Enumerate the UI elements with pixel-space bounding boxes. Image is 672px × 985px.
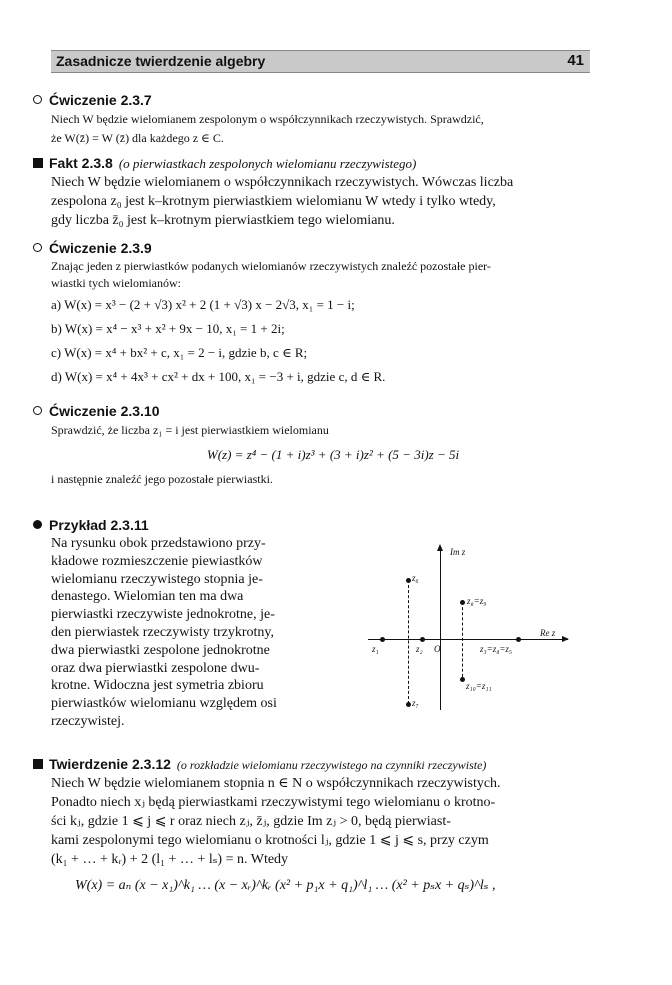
exercise-text-line: wiastki tych wielomianów:: [51, 276, 181, 290]
root-label-z10-z11: z₁₀=z₁₁: [466, 681, 492, 691]
example-text-line: pierwiastków wielomianu względem osi: [51, 696, 277, 712]
fact-title: Fakt 2.3.8: [49, 155, 113, 171]
root-label-z3-z4-z5: z₃=z₄=z₅: [480, 644, 513, 654]
example-text-line: rzeczywistej.: [51, 713, 125, 729]
exercise-formula: W(z) = z⁴ − (1 + i)z³ + (3 + i)z² + (5 − 3i)z − 5i: [206, 447, 460, 462]
imaginary-axis-arrow-icon: [437, 544, 443, 551]
root-z10-z11: [460, 677, 465, 682]
running-header: [51, 50, 590, 73]
fact-square-icon: [33, 158, 43, 168]
complex-plane-figure: [360, 540, 575, 715]
exercise-circle-icon: [33, 406, 42, 415]
theorem-subtitle: (o rozkładzie wielomianu rzeczywistego na czynniki rzeczywiste): [176, 758, 487, 772]
exercise-text-line: Niech W będzie wielomianem zespolonym o współczynnikach rzeczywistych. Sprawdzić,: [51, 112, 484, 126]
example-text-line: dwa pierwiastki zespolone jednokrotne: [51, 642, 270, 658]
real-axis: [368, 639, 568, 640]
example-bullet-icon: [33, 520, 42, 529]
root-z2: [420, 637, 425, 642]
example-2-3-11: [33, 517, 277, 731]
example-text-line: krotne. Widoczna jest symetria zbioru: [51, 678, 264, 694]
exercise-title: Ćwiczenie 2.3.7: [49, 92, 152, 108]
header-title: Zasadnicze twierdzenie algebry: [56, 53, 266, 69]
root-label-z1: z₁: [372, 644, 379, 654]
fact-text-line: gdy liczba z̄₀ jest k–krotnym pierwiastkiem tego wielomianu.: [51, 213, 395, 228]
example-text-line: wielomianu rzeczywistego stopnia je-: [51, 571, 263, 587]
root-label-z8-z9: z₈=z₉: [467, 596, 487, 606]
example-text-line: pierwiastki rzeczywiste jednokrotne, je-: [51, 607, 275, 623]
example-text-line: oraz dwa pierwiastki zespolone dwu-: [51, 660, 260, 676]
root-label-z6: z₆: [412, 573, 419, 583]
theorem-text-line: Ponadto niech xⱼ będą pierwiastkami rzeczywistymi tego wielomianu o krotno-: [51, 795, 496, 810]
fact-text-line: Niech W będzie wielomianem o współczynnikach rzeczywistych. Wówczas liczba: [51, 175, 514, 190]
imaginary-axis: [440, 550, 441, 710]
example-text-line: den pierwiastek rzeczywisty trzykrotny,: [51, 624, 275, 640]
root-z6: [406, 578, 411, 583]
root-z3-z4-z5: [516, 637, 521, 642]
im-axis-label: Im z: [450, 547, 466, 557]
fact-subtitle: (o pierwiastkach zespolonych wielomianu rzeczywistego): [118, 156, 417, 171]
root-label-z7: z₇: [412, 698, 419, 708]
root-label-z2: z₂: [416, 644, 423, 654]
exercise-2-3-9: [33, 240, 491, 389]
root-z7: [406, 702, 411, 707]
exercise-item-d: d) W(x) = x⁴ + 4x³ + cx² + dx + 100, x₁ = −3 + i, gdzie c, d ∈ R.: [51, 369, 386, 384]
theorem-text-line: Niech W będzie wielomianem stopnia n ∈ N o współczynnikach rzeczywistych.: [51, 776, 501, 791]
example-title: Przykład 2.3.11: [49, 517, 149, 533]
theorem-title: Twierdzenie 2.3.12: [49, 756, 171, 772]
exercise-item-b: b) W(x) = x⁴ − x³ + x² + 9x − 10, x₁ = 1 + 2i;: [51, 321, 285, 336]
re-axis-label: Re z: [540, 628, 556, 638]
example-text-line: Na rysunku obok przedstawiono przy-: [51, 536, 266, 551]
root-z1: [380, 637, 385, 642]
theorem-text-line: ści kⱼ, gdzie 1 ⩽ j ⩽ r oraz niech zⱼ, z̄ⱼ, gdzie Im zⱼ > 0, będą pierwiast-: [51, 814, 451, 829]
theorem-square-icon: [33, 759, 43, 769]
exercise-title: Ćwiczenie 2.3.10: [49, 403, 160, 419]
theorem-formula: W(x) = aₙ (x − x₁)^k₁ … (x − xᵣ)^kᵣ (x² + p₁x + q₁)^l₁ … (x² + pₛx + qₛ)^lₛ ,: [75, 878, 496, 893]
example-text-line: kładowe rozmieszczenie piewiastków: [51, 553, 263, 569]
exercise-circle-icon: [33, 95, 42, 104]
example-text-line: denastego. Wielomian ten ma dwa: [51, 589, 244, 605]
theorem-2-3-12: [33, 756, 501, 903]
theorem-text-line: (k₁ + … + kᵣ) + 2 (l₁ + … + lₛ) = n. Wtedy: [51, 852, 289, 867]
exercise-text-line: i następnie znaleźć jego pozostałe pierwiastki.: [51, 472, 273, 486]
exercise-text-line: że W(z̄) = W (z̄) dla każdego z ∈ C.: [51, 131, 224, 145]
exercise-title: Ćwiczenie 2.3.9: [49, 240, 152, 256]
exercise-2-3-7: [33, 92, 484, 148]
fact-2-3-8: [33, 155, 513, 230]
exercise-item-c: c) W(x) = x⁴ + bx² + c, x₁ = 2 − i, gdzie b, c ∈ R;: [51, 345, 308, 360]
exercise-text-line: Sprawdzić, że liczba z₁ = i jest pierwiastkiem wielomianu: [51, 423, 329, 437]
real-axis-arrow-icon: [562, 636, 569, 642]
conjugate-link-z6-z7: [408, 580, 409, 704]
exercise-item-a: a) W(x) = x³ − (2 + √3) x² + 2 (1 + √3) x − 2√3, x₁ = 1 − i;: [51, 297, 355, 312]
exercise-text-line: Znając jeden z pierwiastków podanych wielomianów rzeczywistych znaleźć pozostałe pier-: [51, 259, 491, 273]
page-number: 41: [567, 52, 584, 69]
conjugate-link-z8-z10: [462, 602, 463, 682]
fact-text-line: zespolona z₀ jest k–krotnym pierwiastkiem wielomianu W wtedy i tylko wtedy,: [51, 194, 496, 209]
root-z8-z9: [460, 600, 465, 605]
theorem-text-line: kami zespolonymi tego wielomianu o krotności lⱼ, gdzie 1 ⩽ j ⩽ s, przy czym: [51, 833, 489, 848]
exercise-2-3-10: [33, 403, 633, 489]
exercise-circle-icon: [33, 243, 42, 252]
origin-label: O: [434, 644, 441, 654]
